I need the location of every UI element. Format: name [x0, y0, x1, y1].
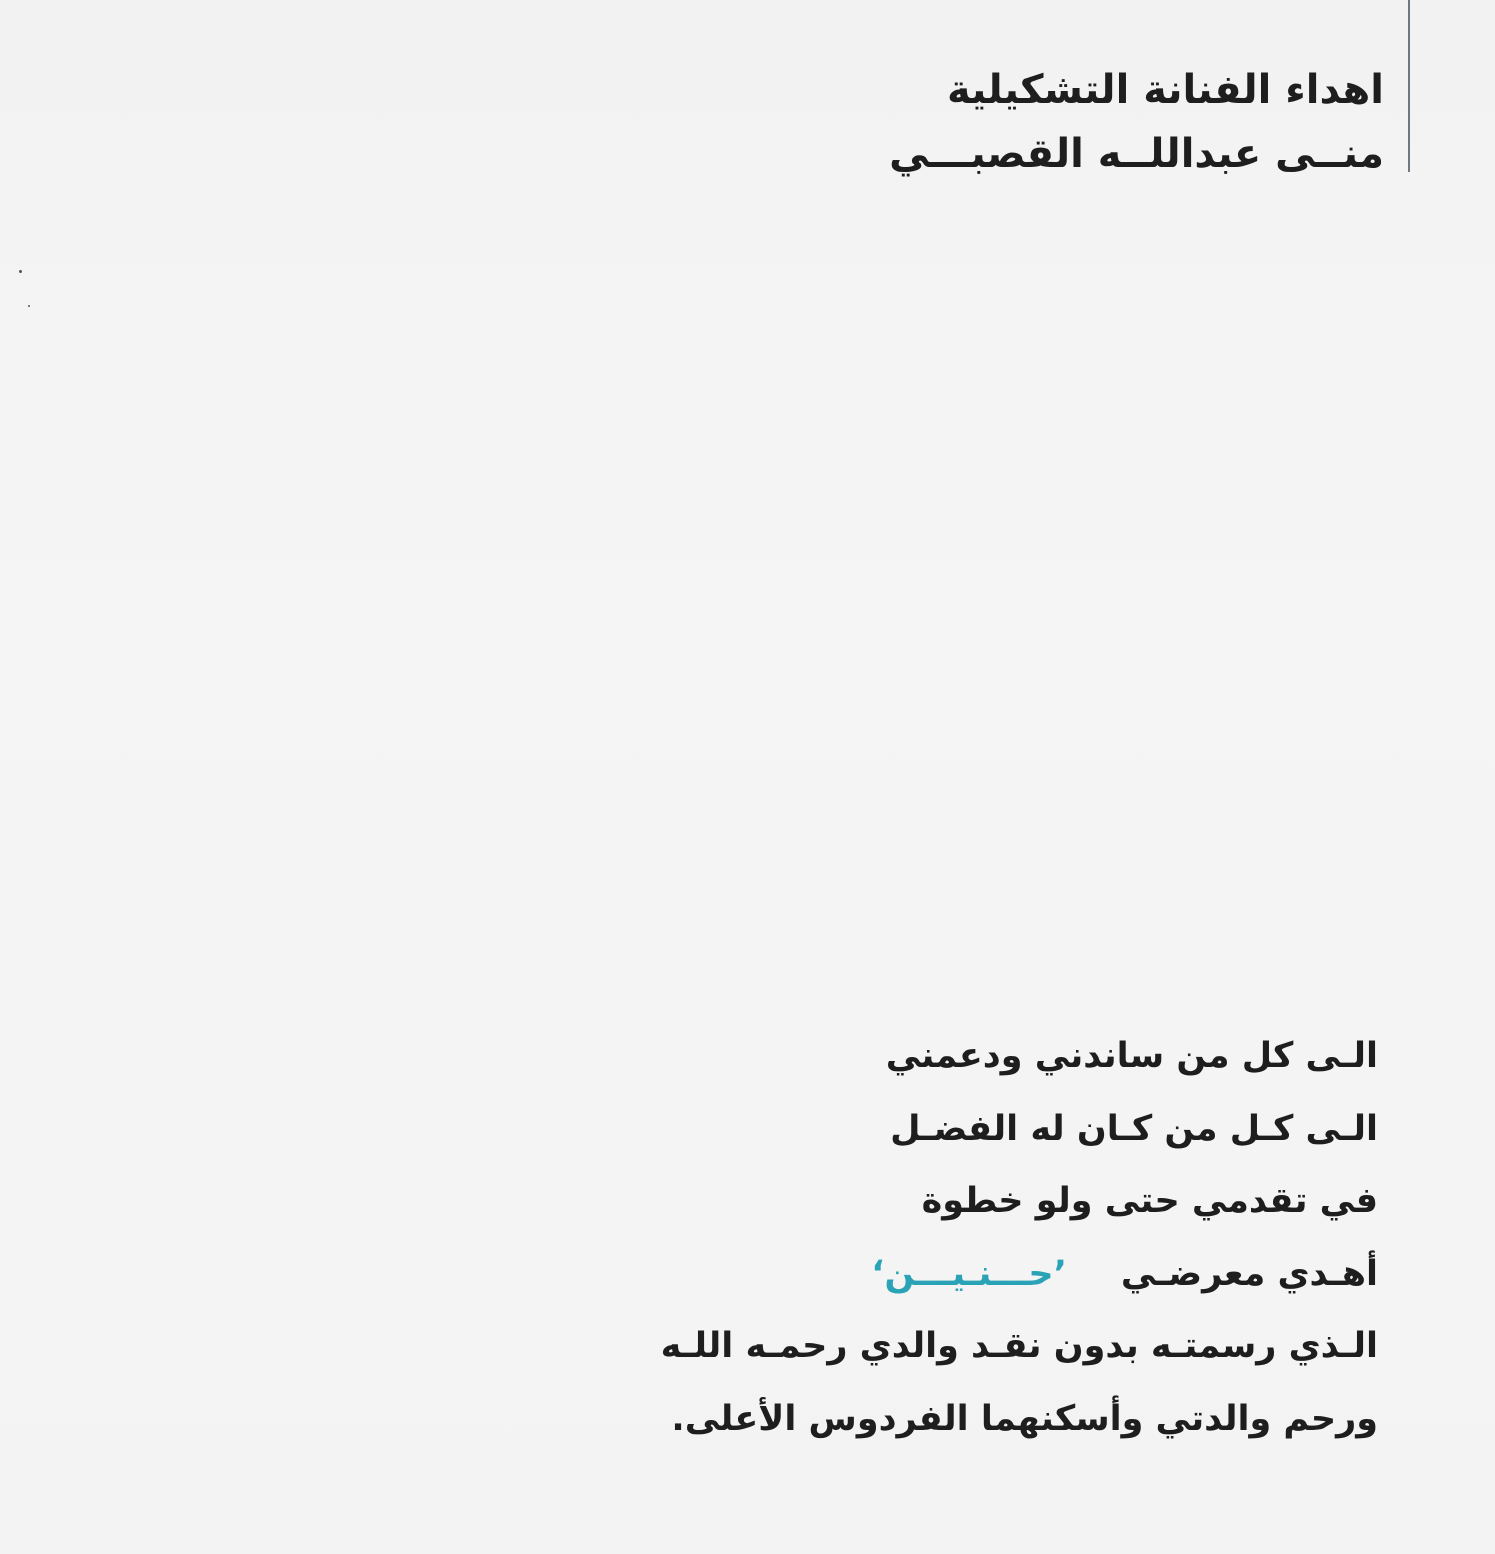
- dedication-line-6: ورحم والدتي وأسكنهما الفردوس الأعلى.: [671, 1398, 1378, 1439]
- dedication-line-3: في تقدمي حتى ولو خطوة: [921, 1181, 1378, 1221]
- scan-speck: [28, 305, 30, 307]
- heading-line-2: منــى عبداللــه القصبـــي: [889, 131, 1384, 177]
- scan-speck: [19, 270, 22, 273]
- page-edge-rule: [1408, 0, 1410, 172]
- heading-line-1: اهداء الفنانة التشكيلية: [947, 67, 1384, 113]
- dedication-text: [661, 1020, 1378, 1455]
- dedication-line-2: الـى كـل من كـان له الفضـل: [890, 1108, 1378, 1149]
- exhibition-title: ’حـــنـيـــن‘: [871, 1253, 1067, 1294]
- dedication-heading: [889, 58, 1384, 186]
- dedication-line-4: [661, 1238, 1378, 1311]
- dedication-line-4-text: أهـدي معرضـي: [1120, 1253, 1378, 1294]
- dedication-line-5: الـذي رسمتـه بدون نقـد والدي رحمـه اللـه: [660, 1326, 1378, 1366]
- dedication-line-1: الـى كل من ساندني ودعمني: [885, 1036, 1378, 1076]
